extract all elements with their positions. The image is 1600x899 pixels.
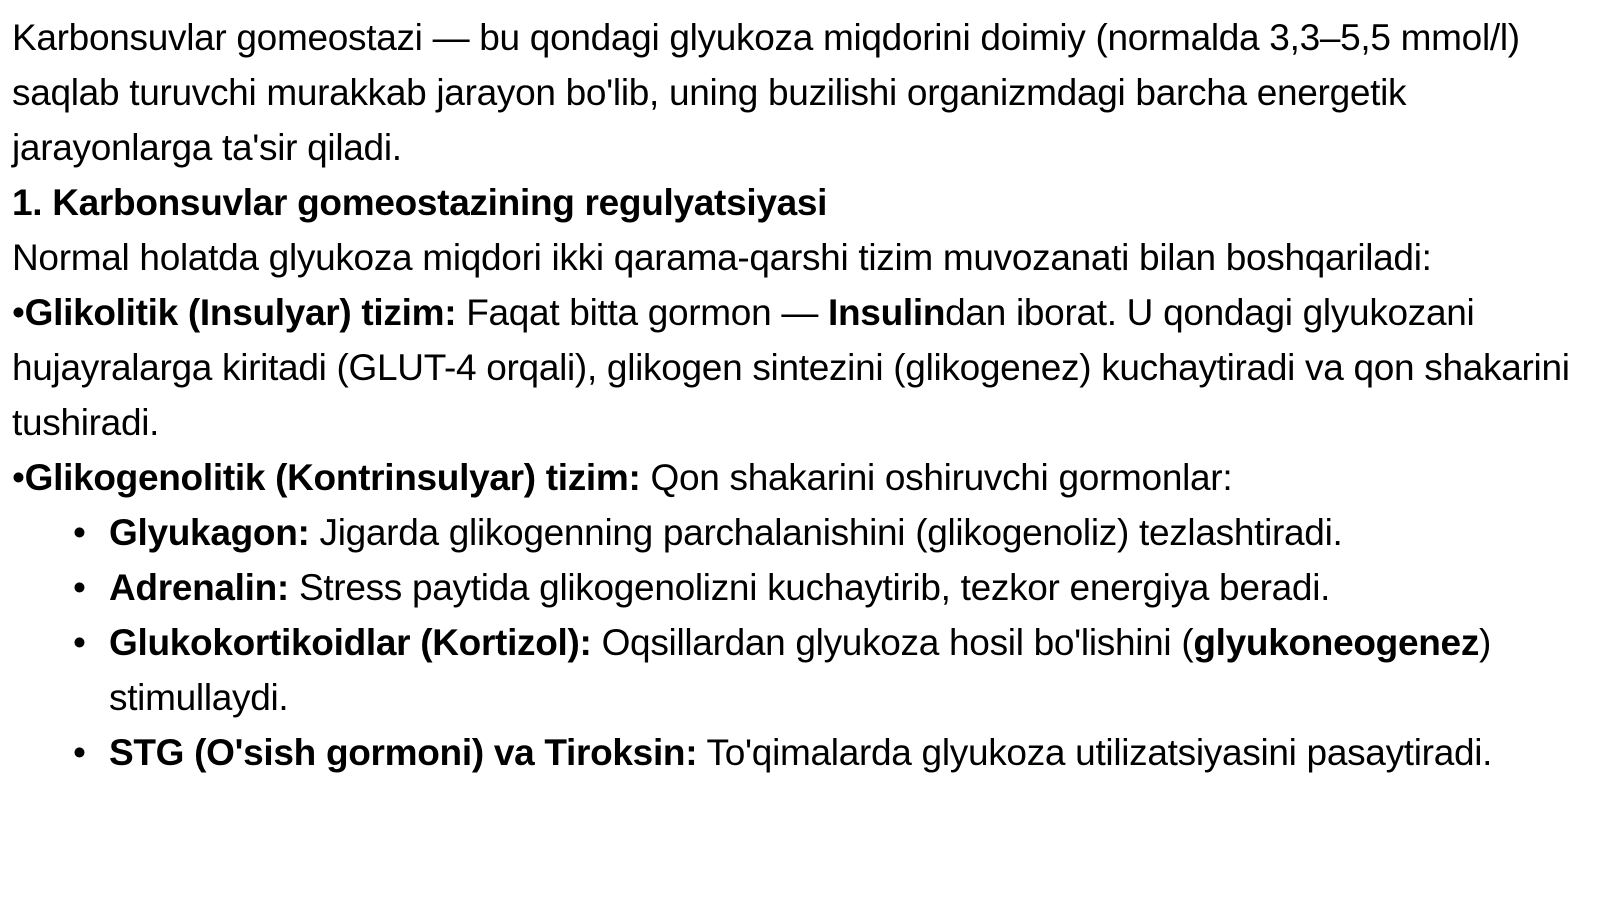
- hormone-name: Glukokortikoidlar (Kortizol):: [109, 622, 592, 663]
- hormone-name: Adrenalin:: [109, 567, 289, 608]
- hormone-item-stg-thyroxine: [109, 725, 1572, 780]
- hormone-name: STG (O'sish gormoni) va Tiroksin:: [109, 732, 698, 773]
- system-text: Qon shakarini oshiruvchi gormonlar:: [640, 457, 1233, 498]
- hormone-item-glucagon: [109, 505, 1572, 560]
- system-contrinsular: [12, 450, 1572, 505]
- section-heading: [12, 175, 1572, 230]
- hormone-text: Stress paytida glikogenolizni kuchaytirib, tezkor energiya beradi.: [288, 567, 1331, 608]
- section-heading-text: 1. Karbonsuvlar gomeostazining regulyatsiyasi: [12, 182, 828, 223]
- system-title: Glikolitik (Insulyar) tizim:: [24, 292, 457, 333]
- hormone-list: [12, 505, 1572, 780]
- system-title: Glikogenolitik (Kontrinsulyar) tizim:: [24, 457, 641, 498]
- gluconeogenesis-term: glyukoneogenez: [1193, 622, 1480, 663]
- bullet-mark: •: [12, 292, 25, 333]
- hormone-item-adrenalin: [109, 560, 1572, 615]
- hormone-name: Glyukagon:: [109, 512, 310, 553]
- insulin-term: Insulin: [828, 292, 946, 333]
- system-text: dan iborat. U qondagi glyukozani hujayralarga kiritadi (GLUT-4 orqali), glikogen sintezini (glikogenez) kuchaytiradi va qon shakarini tushiradi.: [12, 292, 1570, 443]
- hormone-text: To'qimalarda glyukoza utilizatsiyasini pasaytiradi.: [697, 732, 1493, 773]
- section-paragraph: Normal holatda glyukoza miqdori ikki qarama-qarshi tizim muvozanati bilan boshqariladi:: [12, 237, 1432, 278]
- document-page: [12, 10, 1572, 780]
- hormone-text: Jigarda glikogenning parchalanishini (glikogenoliz) tezlashtiradi.: [309, 512, 1343, 553]
- hormone-text: Oqsillardan glyukoza hosil bo'lishini (: [591, 622, 1194, 663]
- system-insular: [12, 285, 1572, 450]
- intro-paragraph: Karbonsuvlar gomeostazi — bu qondagi glyukoza miqdorini doimiy (normalda 3,3–5,5 mmol/l) saqlab turuvchi murakkab jarayon bo'lib, uning buzilishi organizmdagi barcha energetik jarayonlarga ta'sir qiladi.: [12, 17, 1520, 168]
- system-text: Faqat bitta gormon —: [456, 292, 829, 333]
- hormone-text: ) stimullaydi.: [109, 622, 1492, 718]
- bullet-mark: •: [12, 457, 25, 498]
- hormone-item-glucocorticoids: [109, 615, 1572, 725]
